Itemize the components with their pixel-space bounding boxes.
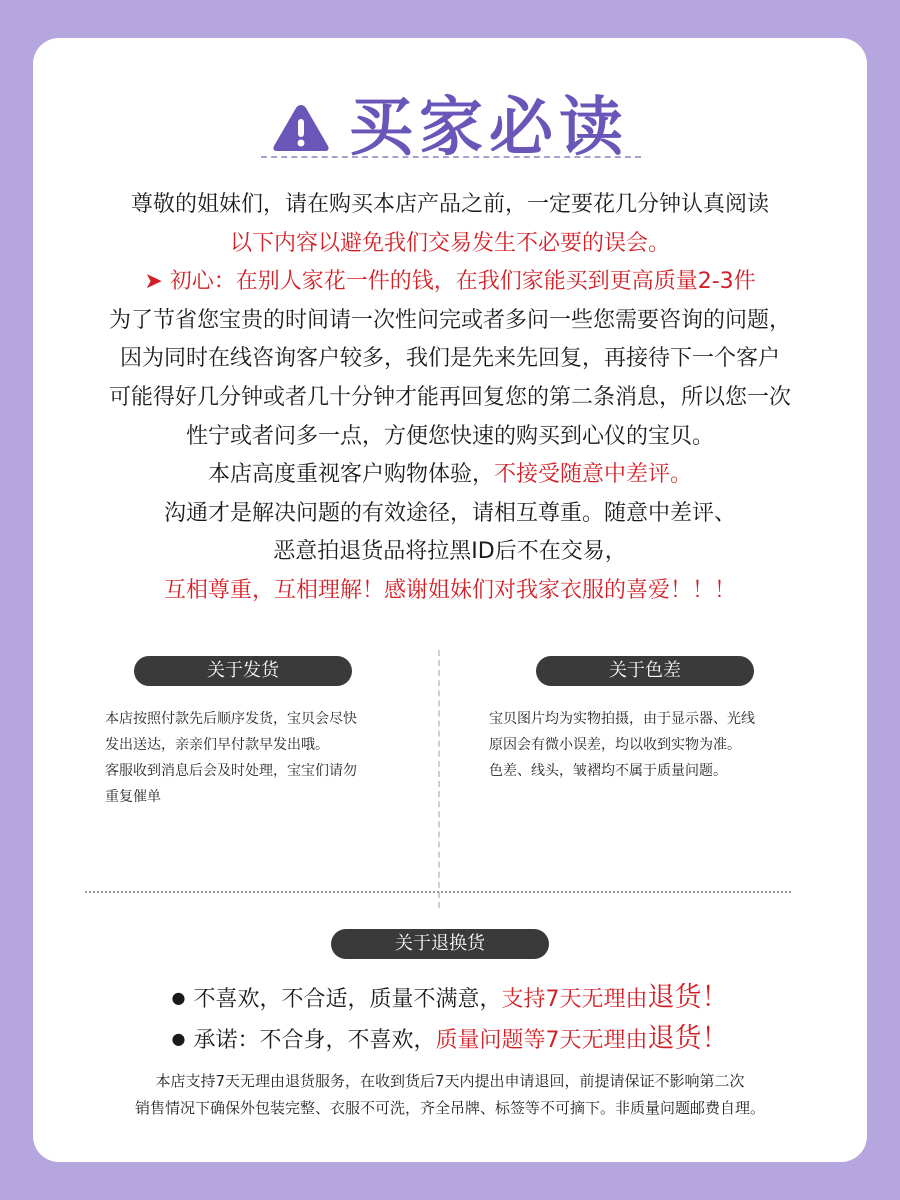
- intro-line: 尊敬的姐妹们，请在购买本店产品之前，一定要花几分钟认真阅读: [130, 192, 769, 217]
- warning-icon: [271, 102, 331, 154]
- returns-bullet-2: [33, 1022, 867, 1058]
- bullet-highlight-large: 退货！: [647, 982, 729, 1013]
- color-diff-line: 宝贝图片均为实物拍摄，由于显示器、光线: [489, 711, 755, 727]
- shipping-text: [105, 706, 357, 810]
- experience-text: 本店高度重视客户购物体验，: [207, 462, 494, 488]
- intro-line: 为了节省您宝贵的时间请一次性问完或者多问一些您需要咨询的问题，: [108, 307, 791, 333]
- returns-policy: [33, 1068, 867, 1122]
- intro-line: 恶意拍退货品将拉黑ID后不在交易，: [273, 539, 627, 565]
- header-divider: [261, 156, 641, 158]
- intro-text: [33, 186, 867, 611]
- header: [33, 90, 867, 166]
- bullet-text: 不喜欢，不合适，质量不满意，: [193, 987, 502, 1012]
- color-diff-text: [489, 706, 755, 784]
- color-diff-pill: 关于色差: [536, 656, 754, 686]
- intro-line-mission: [33, 263, 867, 302]
- intro-line: 沟通才是解决问题的有效途径，请相互尊重。随意中差评、: [163, 500, 736, 526]
- section-divider: [85, 891, 791, 893]
- intro-line-highlight: 以下内容以避免我们交易发生不必要的误会。: [229, 230, 670, 256]
- shipping-pill: 关于发货: [134, 656, 352, 686]
- page-title: 买家必读: [349, 91, 629, 165]
- bullet-highlight: 质量问题等7天无理由: [435, 1028, 648, 1053]
- color-diff-line: 色差、线头，皱褶均不属于质量问题。: [489, 763, 727, 779]
- bullet-dot-icon: ●: [171, 988, 186, 1007]
- intro-line: 可能得好几分钟或者几十分钟才能再回复您的第二条消息，所以您一次: [108, 384, 791, 410]
- shipping-line: 客服收到消息后会及时处理，宝宝们请勿: [105, 763, 357, 779]
- color-diff-line: 原因会有微小误差，均以收到实物为准。: [489, 737, 741, 753]
- shipping-line: 重复催单: [105, 789, 161, 805]
- bullet-highlight: 支持7天无理由: [501, 987, 648, 1012]
- policy-line: 销售情况下确保外包装完整、衣服不可洗，齐全吊牌、标签等不可摘下。非质量问题邮费自理。: [134, 1099, 765, 1117]
- intro-line: 因为同时在线咨询客户较多，我们是先来先回复，再接待下一个客户: [119, 346, 780, 372]
- bullet-dot-icon: ●: [171, 1029, 186, 1048]
- column-divider: [438, 650, 440, 908]
- returns-pill: 关于退换货: [331, 929, 549, 959]
- intro-line-thanks: 互相尊重，互相理解！感谢姐妹们对我家衣服的喜爱！！！: [163, 577, 736, 603]
- shipping-line: 发出送达，亲亲们早付款早发出哦。: [105, 737, 329, 753]
- intro-line: 性宁或者问多一点，方便您快速的购买到心仪的宝贝。: [185, 423, 714, 449]
- intro-line-experience: [33, 456, 867, 495]
- bullet-highlight-large: 退货！: [647, 1023, 729, 1054]
- shipping-line: 本店按照付款先后顺序发货，宝贝会尽快: [105, 711, 357, 727]
- policy-line: 本店支持7天无理由退货服务，在收到货后7天内提出申请退回，前提请保证不影响第二次: [155, 1072, 745, 1090]
- mission-text: 初心：在别人家花一件的钱，在我们家能买到更高质量2-3件: [169, 269, 756, 295]
- returns-bullet-1: [33, 981, 867, 1017]
- arrow-right-icon: ➤: [144, 269, 163, 295]
- no-bad-review-text: 不接受随意中差评。: [494, 462, 693, 488]
- notice-card: [33, 38, 867, 1162]
- bullet-text: 承诺：不合身，不喜欢，: [193, 1028, 436, 1053]
